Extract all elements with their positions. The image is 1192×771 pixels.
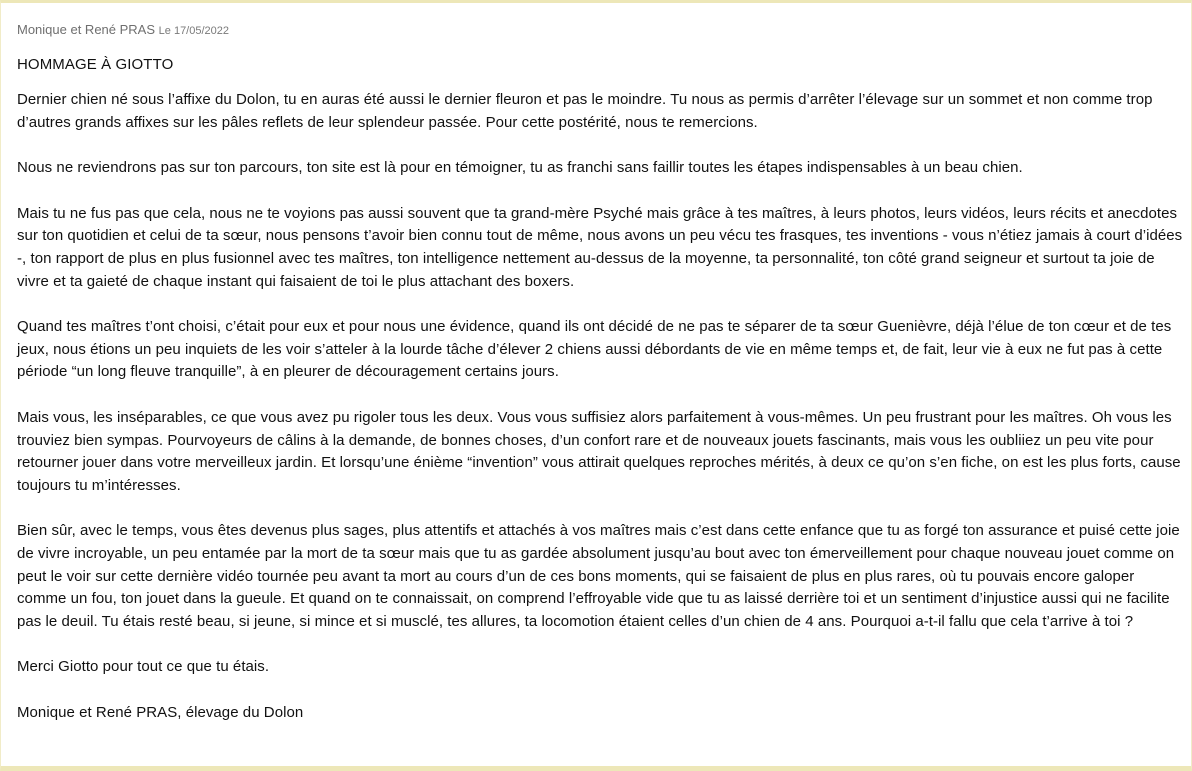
comment-paragraph: Bien sûr, avec le temps, vous êtes devenus plus sages, plus attentifs et attachés à vos maîtres mais c’est dans cette enfance que tu as forgé ton assurance et puisé cette joie de vivre incroyable, un peu entamée par la mort de ta sœur mais que tu as gardée absolument jusqu’au bout avec ton émerveillement pour chaque nouveau jouet comme on peut le voir sur cette dernière vidéo tournée peu avant ta mort au cours d’un de ces bons moments, qui se faisaient de plus en plus rares, où tu pouvais encore galoper comme un fou, ton jouet dans la gueule. Et quand on te connaissait, on comprend l’effroyable vide que tu as laissé derrière toi et un sentiment d’injustice aussi qui ne facilite pas le deuil. Tu étais resté beau, si jeune, si mince et si musclé, tes allures, ta locomotion étaient celles d’un chien de 4 ans. Pourquoi a-t-il fallu que cela t’arrive à toi ? xyxy=(17,522,1180,630)
comment-paragraph: Mais tu ne fus pas que cela, nous ne te voyions pas aussi souvent que ta grand-mère Psyché mais grâce à tes maîtres, à leurs photos, leurs vidéos, leurs récits et anecdotes sur ton quotidien et celui de ta sœur, nous pensons t’avoir bien connu tout de même, nous avons un peu vécu tes frasques, tes inventions - vous n’étiez jamais à court d’idées -, ton rapport de plus en plus fusionnel avec tes maîtres, ton intelligence nettement au-dessus de la moyenne, ta personnalité, ton côté grand seigneur et surtout ta joie de vivre et ta gaieté de chaque instant qui faisaient de toi le plus attachant des boxers. xyxy=(17,204,1183,290)
guestbook-comment xyxy=(17,21,1183,724)
comment-paragraph: Nous ne reviendrons pas sur ton parcours, ton site est là pour en témoigner, tu as franchi sans faillir toutes les étapes indispensables à un beau chien. xyxy=(17,159,1023,177)
comment-meta xyxy=(17,21,1183,40)
comment-title: HOMMAGE À GIOTTO xyxy=(17,56,174,73)
comment-paragraph: Dernier chien né sous l’affixe du Dolon, tu en auras été aussi le dernier fleuron et pas le moindre. Tu nous as permis d’arrêter l’élevage sur un sommet et non comme trop d’autres grands affixes sur les pâles reflets de leur splendeur passée. Pour cette postérité, nous te remercions. xyxy=(17,91,1153,131)
comment-paragraph: Quand tes maîtres t’ont choisi, c’était pour eux et pour nous une évidence, quand ils ont décidé de ne pas te séparer de ta sœur Guenièvre, déjà l’élue de ton cœur et de tes jeux, nous étions un peu inquiets de les voir s’atteler à la lourde tâche d’élever 2 chiens aussi débordants de vie en même temps et, de fait, leur vie à eux ne fut pas à cette période “un long fleuve tranquille”, à en pleurer de découragement certains jours. xyxy=(17,318,1172,381)
comment-paragraph: Mais vous, les inséparables, ce que vous avez pu rigoler tous les deux. Vous vous suffisiez alors parfaitement à vous-mêmes. Un peu frustrant pour les maîtres. Oh vous les trouviez bien sympas. Pourvoyeurs de câlins à la demande, de bonnes choses, d’un confort rare et de nouveaux jouets fascinants, mais vous les oubliiez un peu vite pour retourner jouer dans votre merveilleux jardin. Et lorsqu’une énième “invention” vous attirait quelques reproches mérités, à deux ce qu’on s’en fiche, on est les plus forts, cause toujours tu m’intéresses. xyxy=(17,408,1181,494)
comment-author: Monique et René PRAS xyxy=(17,22,156,37)
comment-date: Le 17/05/2022 xyxy=(158,25,230,37)
comment-signature: Monique et René PRAS, élevage du Dolon xyxy=(17,703,304,721)
comment-body xyxy=(17,89,1183,724)
comment-paragraph: Merci Giotto pour tout ce que tu étais. xyxy=(17,658,270,676)
